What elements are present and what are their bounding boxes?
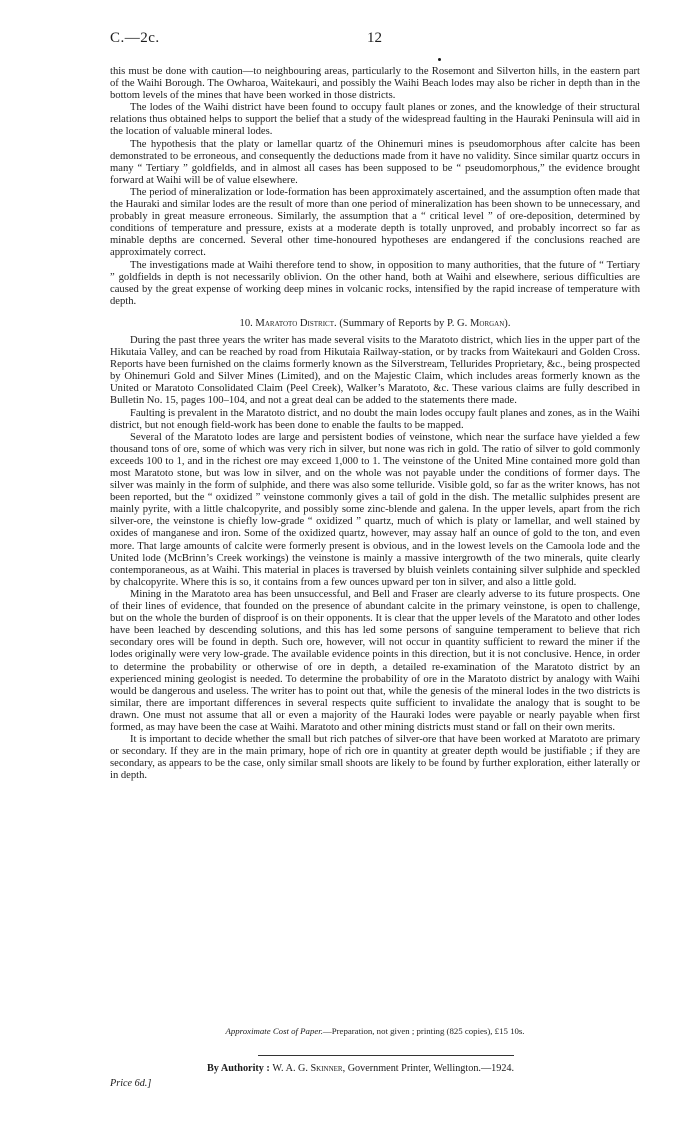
section-heading: [110, 318, 640, 330]
section-number: 10.: [239, 317, 253, 329]
page-number: 12: [367, 30, 382, 46]
section-author: P. G. Morgan).: [447, 317, 511, 329]
report-reference: C.—2c.: [110, 30, 160, 46]
paragraph: Several of the Maratoto lodes are large and persistent bodies of veinstone, which near the surface have yielded a few thousand tons of ore, some of which was very rich in silver, but none was rich in gold. The ratio of silver to gold commonly exceeds 100 to 1, and in the richest ore may exceed 1,000 to 1. The veinstone of the United Mine contained more gold than most Maratoto stone, but was low in silver, and on the whole was not payable under the conditions of former days. The silver was mainly in the form of sulphide, and there was also some telluride. Visible gold, so far as the writer knows, has not been reported, but the “ oxidized ” veinstone commonly gives a tail of gold in the dish. The metallic sulphides present are mainly pyrite, with a little chalcopyrite, and possibly some zinc-blende and galena. In the upper levels, apart from the rich silver-ore, the veinstone is chiefly low-grade “ oxidized ” quartz, much of which is platy or lamellar, and well stained by oxides of manganese and iron. Some of the oxidized quartz, however, may assay half an ounce of gold to the ton, and even more. That large amounts of calcite were formerly present is obvious, and in the lowest levels on the Camoola lode and the United lode (McBrinn’s Creek workings) the veinstone is mainly a massive intergrowth of the two minerals, quite clearly contemporaneous, as at Waihi. This material in places is traversed by bluish veinlets containing silver sulphide and speckled by chalcopyrite. Where this is so, it contains from a few ounces upward per ton in silver, and also a little gold.: [110, 431, 640, 588]
paragraph: The lodes of the Waihi district have been found to occupy fault planes or zones, and the knowledge of their structural relations thus obtained helps to support the belief that a study of the widespread faulting in the Hauraki Peninsula will aid in the location of valuable mineral lodes.: [110, 102, 640, 138]
section-subtitle: (Summary of Reports by: [339, 317, 445, 329]
authority-label: By Authority :: [207, 1063, 270, 1074]
printer-imprint: [207, 1063, 514, 1074]
cost-text: —Preparation, not given ; printing (825 copies), £15 10s.: [322, 1026, 525, 1036]
paragraph: The period of mineralization or lode-formation has been approximately ascertained, and the assumption often made that the Hauraki and similar lodes are the result of more than one period of mineralization has been shown to be unnecessary, and probably in great measure erroneous. Similarly, the assumption that a “ critical level ” of ore-deposition, determined by conditions of temperature and pressure, exists at a moderate depth is totally unproved, and probably incorrect so far as minable depths are concerned. Several other time-honoured hypotheses are endangered if the conclusions reached are approximately correct.: [110, 186, 640, 259]
footer-rule: [258, 1055, 514, 1056]
body-text: [110, 66, 640, 782]
paragraph: During the past three years the writer has made several visits to the Maratoto district, which lies in the upper part of the Hikutaia Valley, and can be reached by road from Hikutaia Railway-station, or by tracks from Waitekauri and Golden Cross. Reports have been furnished on the claims formerly known as the Silverstream, Tellurides Proprietary, &c., being prospected by Ohinemuri Gold and Silver Mines (Limited), and on the Majestic Claim, which includes areas formerly known as the United or Maratoto Consolidated Claim (Peel Creek), Walker’s Maratoto, &c. These various claims are fully described in Bulletin No. 15, pages 100–104, and not a great deal can be added to the statements there made.: [110, 334, 640, 407]
paragraph: Faulting is prevalent in the Maratoto district, and no doubt the main lodes occupy fault planes and zones, as in the Waihi district, but not enough field-work has been done to enable the faults to be mapped.: [110, 407, 640, 431]
cost-note: [110, 1026, 640, 1036]
printer-mark: [438, 58, 441, 61]
cost-label: Approximate Cost of Paper.: [225, 1026, 323, 1036]
section-title: Maratoto District.: [255, 317, 337, 329]
paragraph: The hypothesis that the platy or lamellar quartz of the Ohinemuri mines is pseudomorphous after calcite has been demonstrated to be erroneous, and consequently the deductions made from it have no validity. Since similar quartz occurs in many “ Tertiary ” goldfields, and in almost all cases has been supposed to be “ pseudomorphous,” the evidence brought forward at Waihi will be of value elsewhere.: [110, 138, 640, 186]
printer-details: Government Printer, Wellington.—1924.: [347, 1063, 515, 1074]
printer-name: W. A. G. Skinner,: [272, 1063, 346, 1074]
paragraph: this must be done with caution—to neighbouring areas, particularly to the Rosemont and Silverton hills, in the eastern part of the Waihi Borough. The Owharoa, Waitekauri, and possibly the Waihi Beach lodes may also be richer in depth than in the bottom levels of the mines that have been worked in those districts.: [110, 66, 640, 102]
paragraph: It is important to decide whether the small but rich patches of silver-ore that have been worked at Maratoto are primary or secondary. If they are in the main primary, hope of rich ore in quantity at greater depth would be justifiable ; if they are secondary, as appears to be the case, only similar small shoots are likely to be found by further exploration, either laterally or in depth.: [110, 734, 641, 782]
price: Price 6d.]: [110, 1078, 152, 1089]
paragraph: Mining in the Maratoto area has been unsuccessful, and Bell and Fraser are clearly adverse to its future prospects. One of their lines of evidence, that founded on the presence of abundant calcite in the primary veinstone, is open to challenge, but on the whole the burden of disproof is on their opponents. It is clear that the upper levels of the Maratoto and other lodes have been leached by descending solutions, and this has led some persons of sanguine temperament to believe that rich secondary ores will be found in depth. Such ore, however, will not occur in quantity sufficient to reward the miner if the lodes originally were very low-grade. The available evidence points in this direction, but it is not conclusive. Hence, in order to determine the probability or otherwise of ore in depth, a detailed re-examination of the Maratoto district by an experienced mining geologist is needed. To determine the probability of ore in the Maratoto district by analogy with Waihi would be dangerous and useless. The writer has to point out that, while the genesis of the mineral lodes in the two districts is similar, there are important differences in several respects quite sufficient to invalidate the analogy that is sought to be drawn. One must not assume that all or even a majority of the Hauraki lodes were payable or nearly payable when first formed, as may have been the case at Waihi. Maratoto and other mining districts must stand or fall on their own merits.: [110, 588, 640, 733]
paragraph: The investigations made at Waihi therefore tend to show, in opposition to many authorities, that the future of “ Tertiary ” goldfields in depth is not necessarily oblivion. On the other hand, both at Waihi and elsewhere, serious difficulties are caused by the great expense of working deep mines in volcanic rocks, intensified by the rapid increase of temperature with depth.: [110, 259, 640, 307]
